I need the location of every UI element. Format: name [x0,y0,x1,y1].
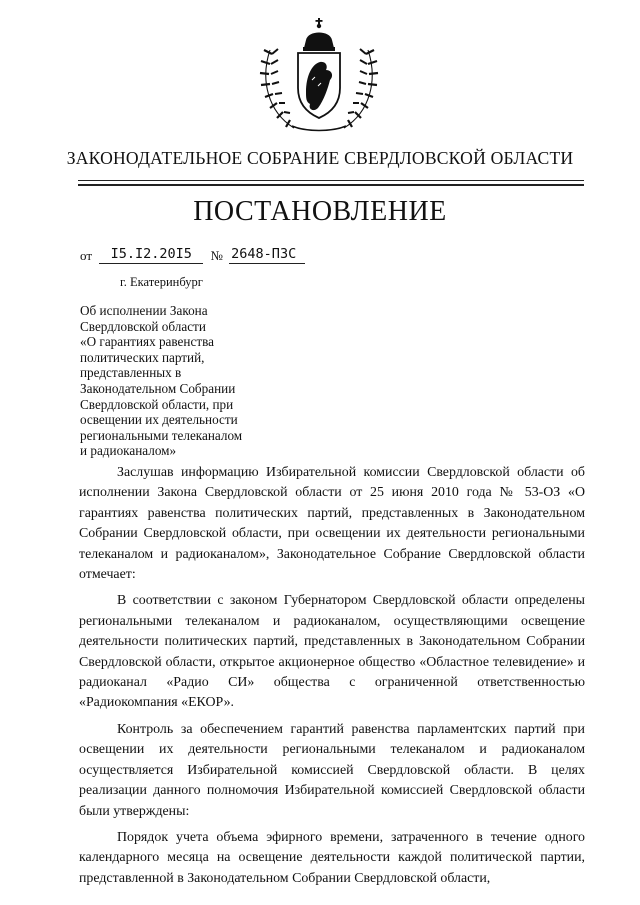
document-type-title: ПОСТАНОВЛЕНИЕ [193,196,447,227]
body-paragraph: Заслушав информацию Избирательной комиссии Свердловской области об исполнении Закона Свердловской области от 25 июня 2010 года № 53-ОЗ «О гарантиях равенства политических партий, представленных в Законодательном Собрании Свердловской области, при освещении их деятельности региональными телеканалом и радиоканалом», Законодательное Собрание Свердловской области отмечает: [79,465,585,583]
subject-line: региональными телеканалом [80,427,243,443]
sverdlovsk-coat-of-arms-icon [246,14,392,134]
body-paragraph: Контроль за обеспечением гарантий равенства парламентских партий при освещении их деятельности региональными телеканалом и радиоканалом осуществляется Избирательной комиссией Свердловской области. В целях реализации данного полномочия Избирательной комиссией Свердловской области были утверждены: [79,721,585,819]
organization-name: ЗАКОНОДАТЕЛЬНОЕ СОБРАНИЕ СВЕРДЛОВСКОЙ ОБЛАСТИ [66,148,574,168]
header-divider-thin [78,180,584,181]
subject-line: Свердловской области [80,318,206,334]
subject-line: освещении их деятельности [80,412,238,428]
document-number: 2648-ПЗС [229,246,305,264]
date-label: от [80,248,93,263]
subject-line: политических партий, [80,349,205,365]
header-divider-thick [78,184,584,186]
document-date: I5.I2.20I5 [99,246,203,264]
body-paragraph: Порядок учета объема эфирного времени, затраченного в течение одного календарного месяца на освещение деятельности каждой политической партии, представленной в Законодательном Собрании Свердловской области, [79,829,585,886]
subject-line: Законодательном Собрании [80,380,236,396]
document-meta-line [80,246,305,264]
document-body [79,463,585,895]
document-subject [80,303,300,459]
number-label: № [210,248,223,263]
subject-line: и радиоканалом» [80,443,177,459]
subject-line: Об исполнении Закона [80,303,208,318]
issue-city: г. Екатеринбург [120,275,203,289]
subject-line: «О гарантиях равенства [80,334,214,350]
body-paragraph: В соответствии с законом Губернатором Свердловской области определены региональными телеканалом и радиоканалом, осуществляющими освещение деятельности политических партий, представленных в Законодательном Собрании Свердловской области, открытое акционерное общество «Областное телевидение» и радиоканал «Радио СИ» общества с ограниченной ответственностью «Радиокомпания «ЕКОР». [79,593,585,711]
subject-line: Свердловской области, при [80,396,234,412]
subject-line: представленных в [80,365,182,381]
